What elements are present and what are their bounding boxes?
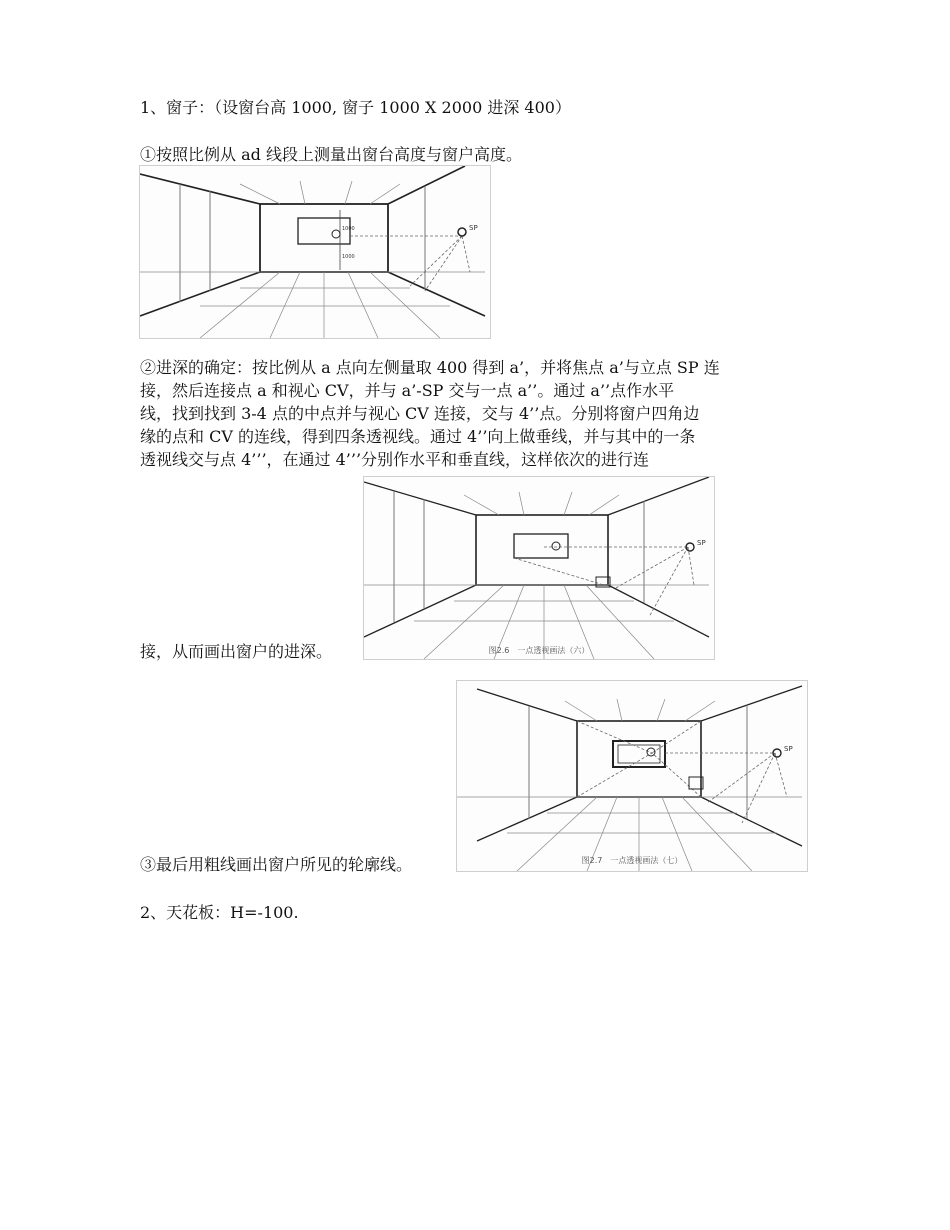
perspective-figure-3 — [456, 680, 808, 872]
perspective-figure-1 — [139, 165, 491, 339]
heading-window: 1、窗子：（设窗台高 1000, 窗子 1000 X 2000 进深 400） — [140, 98, 571, 117]
perspective-diagram-2 — [364, 477, 714, 659]
step-2-line: ②进深的确定：按比例从 a 点向左侧量取 400 得到 a’，并将焦点 a’与立点 SP 连 — [140, 358, 720, 377]
step-2-line: 缘的点和 CV 的连线，得到四条透视线。通过 4’’向上做垂线，并与其中的一条 — [140, 427, 696, 446]
dim-label-2: 1000 — [342, 254, 355, 260]
step-3-text: ③最后用粗线画出窗户所见的轮廓线。 — [140, 855, 413, 874]
perspective-diagram-1 — [140, 166, 490, 338]
step-1-text: ①按照比例从 ad 线段上测量出窗台高度与窗户高度。 — [140, 145, 522, 164]
dim-label-1: 1000 — [342, 226, 355, 232]
sp-label: SP — [697, 539, 706, 547]
perspective-diagram-3 — [457, 681, 807, 871]
step-2-end-text: 接，从而画出窗户的进深。 — [140, 642, 333, 661]
step-2-line: 透视线交与点 4’’’，在通过 4’’’分别作水平和垂直线，这样依次的进行连 — [140, 450, 650, 469]
perspective-figure-2 — [363, 476, 715, 660]
heading-ceiling: 2、天花板：H=-100. — [140, 903, 299, 922]
sp-label: SP — [784, 745, 793, 753]
sp-label: SP — [469, 224, 478, 232]
step-2-line: 接，然后连接点 a 和视心 CV，并与 a’-SP 交与一点 a’’。通过 a’’点作水平 — [140, 381, 675, 400]
figure-caption: 图2.6 一点透视画法（六） — [488, 646, 590, 655]
figure-caption: 图2.7 一点透视画法（七） — [581, 856, 683, 865]
step-2-paragraph — [140, 356, 840, 471]
step-2-line: 线，找到找到 3-4 点的中点并与视心 CV 连接，交与 4’’点。分别将窗户四角边 — [140, 404, 700, 423]
